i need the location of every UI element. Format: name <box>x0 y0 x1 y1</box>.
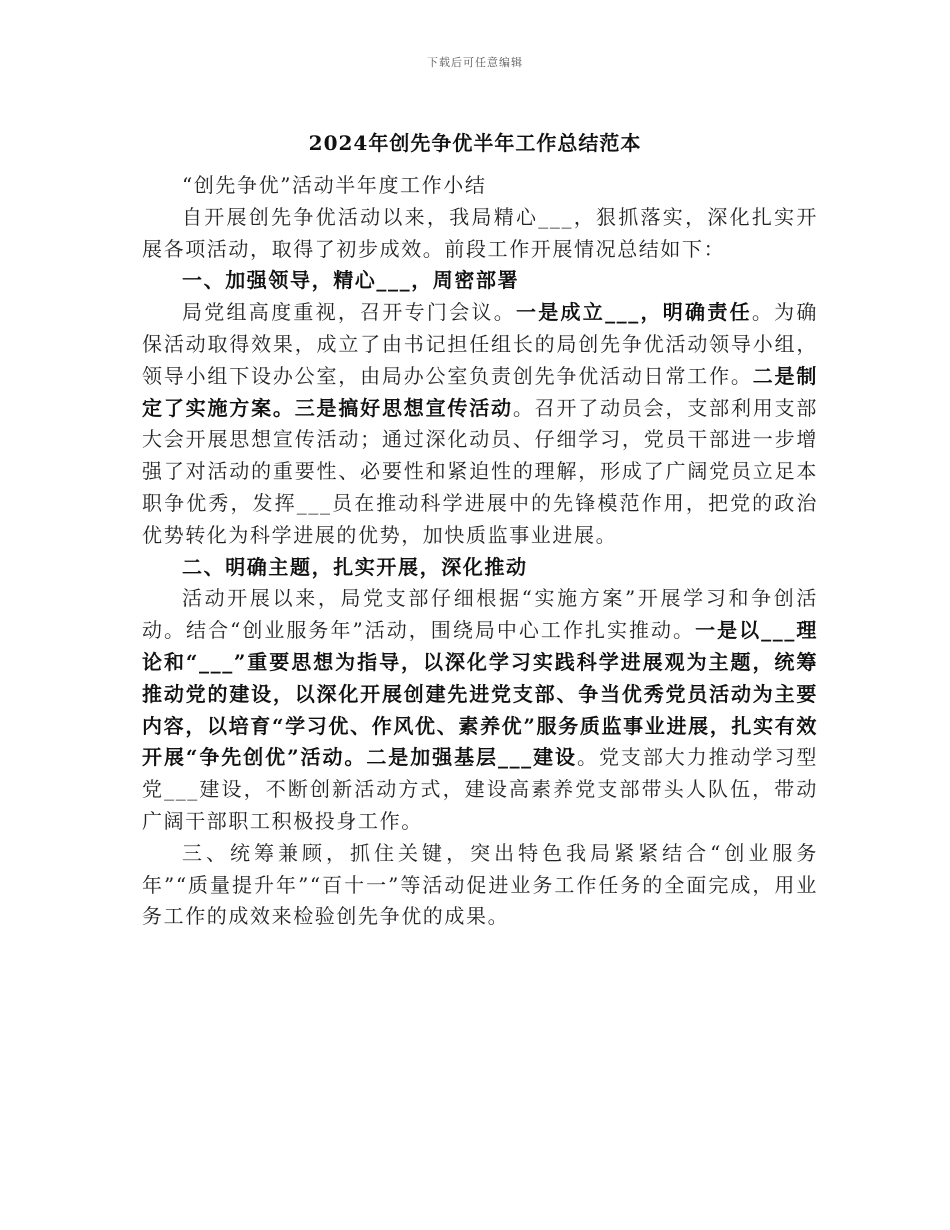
header-note: 下载后可任意编辑 <box>427 56 523 69</box>
paragraph <box>142 265 818 297</box>
paragraph <box>142 583 818 837</box>
paragraph <box>142 170 818 202</box>
paragraph <box>142 838 818 933</box>
bold-text-segment: 一、加强领导，精心___，周密部署 <box>182 268 520 293</box>
paragraph <box>142 297 818 551</box>
text-segment: 。为确保活动取得效果，成立了由书记担任组长的局创先争优活动领导小组，领导小组下设办公室，由局办公室负责创先争优活动日常工作。 <box>142 300 819 388</box>
text-segment: “创先争优”活动半年度工作小结 <box>182 173 487 197</box>
paragraph <box>142 552 818 584</box>
text-segment: 三、统筹兼顾，抓住关键，突出特色我局紧紧结合“创业服务年”“质量提升年”“百十一”等活动促进业务工作任务的全面完成，用业务工作的成效来检验创先争优的成果。 <box>142 840 818 929</box>
document-title: 2024年创先争优半年工作总结范本 <box>308 131 642 155</box>
text-segment: 。党支部大力推动学习型党___建设，不断创新活动方式，建设高素养党支部带头人队伍，带动广阔干部职工积极投身工作。 <box>142 745 818 833</box>
bold-text-segment: 一是以___理论和“___”重要思想为指导，以深化学习实践科学进展观为主题，统筹推动党的建设，以深化开展创建先进党支部、争当优秀党员活动为主要内容，以培育“学习优、作风优、素养优”服务质监事业进展，扎实有效开展“争先创优”活动。二是加强基层___建设 <box>142 618 818 770</box>
paragraph <box>142 202 818 266</box>
text-segment: 局党组高度重视，召开专门会议。 <box>182 300 516 325</box>
bold-text-segment: 二是制定了实施方案。三是搞好思想宣传活动 <box>142 363 818 420</box>
text-segment: 活动开展以来，局党支部仔细根据“实施方案”开展学习和争创活动。结合“创业服务年”活动，围绕局中心工作扎实推动。 <box>142 586 818 643</box>
document-body <box>142 170 818 933</box>
text-segment: 。召开了动员会，支部利用支部大会开展思想宣传活动；通过深化动员、仔细学习，党员干部进一步增强了对活动的重要性、必要性和紧迫性的理解，形成了广阔党员立足本职争优秀，发挥___员在推动科学进展中的先锋模范作用，把党的政治优势转化为科学进展的优势，加快质监事业进展。 <box>142 395 818 547</box>
text-segment: 自开展创先争优活动以来，我局精心___，狠抓落实，深化扎实开展各项活动，取得了初步成效。前段工作开展情况总结如下： <box>142 204 818 261</box>
bold-text-segment: 一是成立___，明确责任 <box>516 300 752 325</box>
bold-text-segment: 二、明确主题，扎实开展，深化推动 <box>182 554 528 579</box>
